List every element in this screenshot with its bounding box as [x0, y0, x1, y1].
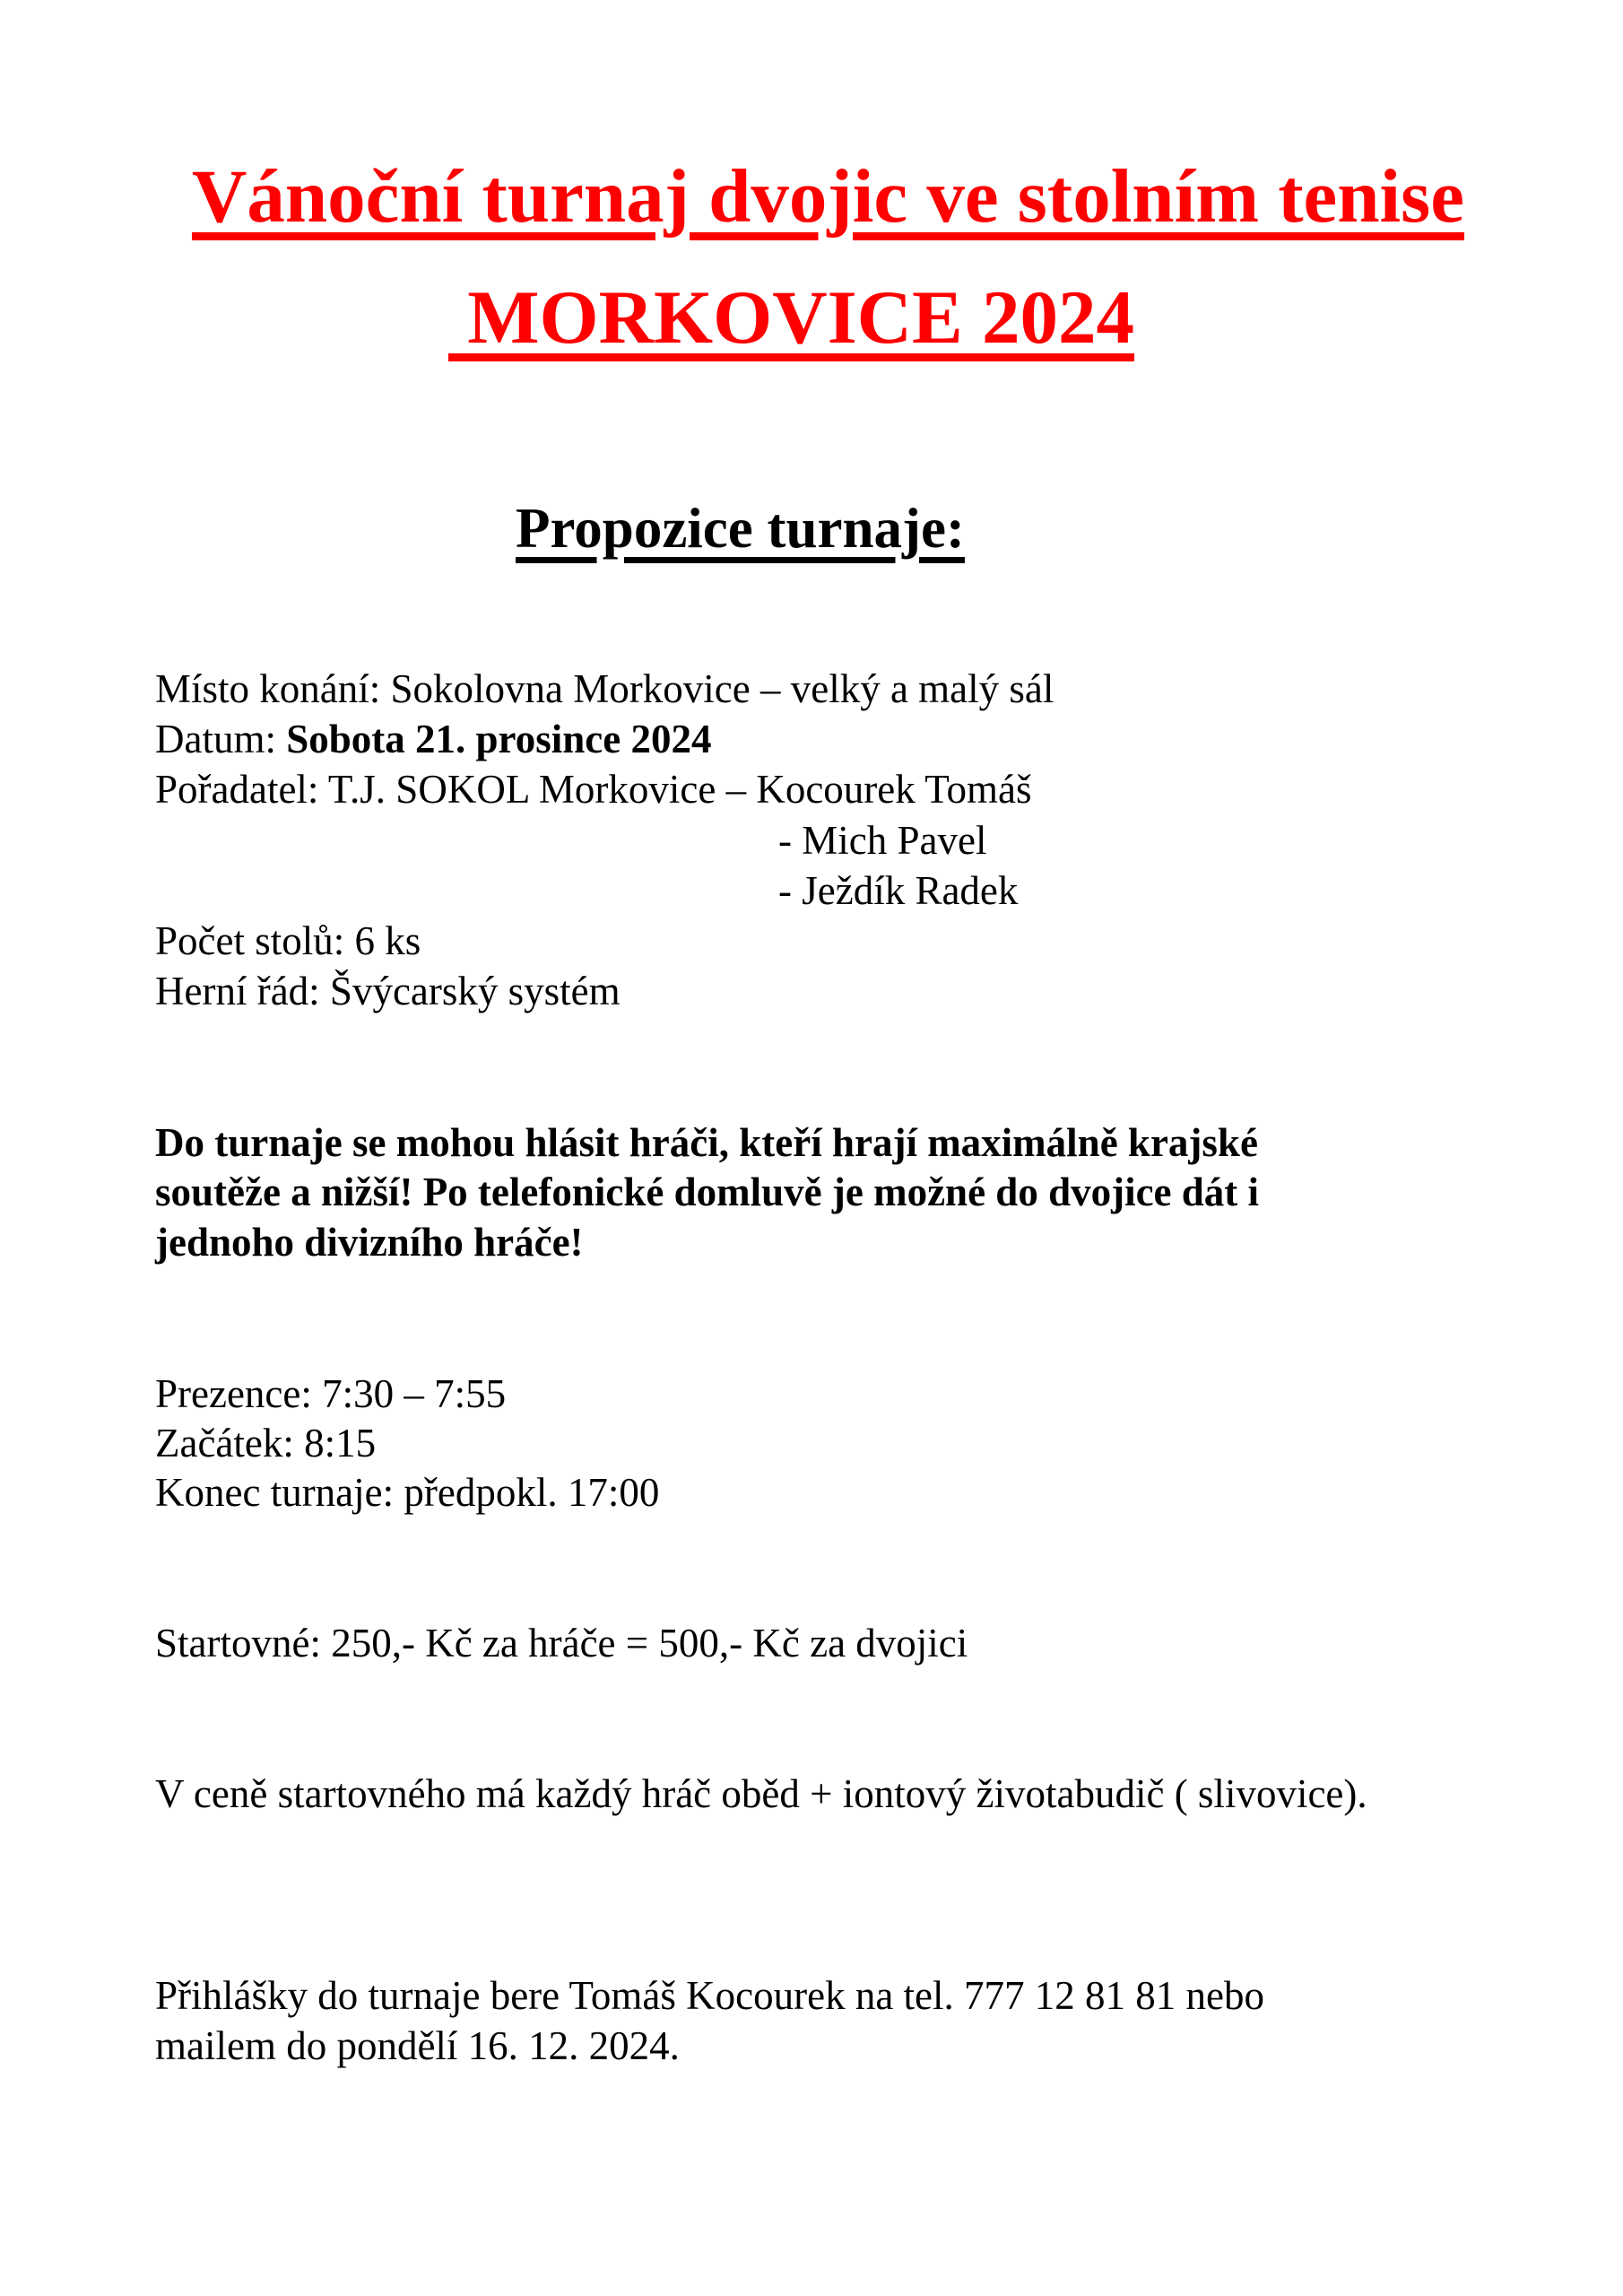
fee-includes: V ceně startovného má každý hráč oběd + iontový životabudič ( slivovice).: [155, 1771, 1367, 1816]
eligibility-line-1: Do turnaje se mohou hlásit hráči, kteří hrají maximálně krajské: [155, 1120, 1258, 1165]
schedule-end: Konec turnaje: předpokl. 17:00: [155, 1470, 660, 1515]
organizer-extra-1: - Mich Pavel: [778, 818, 987, 863]
registration-line-2: mailem do pondělí 16. 12. 2024.: [155, 2023, 680, 2068]
date-label: Datum:: [155, 717, 287, 761]
eligibility-line-2: soutěže a nižší! Po telefonické domluvě je možné do dvojice dát i: [155, 1170, 1260, 1214]
eligibility-line-3: jednoho divizního hráče!: [155, 1220, 584, 1265]
system-line: Herní řád: Švýcarský systém: [155, 969, 621, 1013]
title-line-2: MORKOVICE 2024: [448, 275, 1134, 360]
subtitle: Propozice turnaje:: [516, 497, 965, 560]
organizer-line: [155, 767, 1032, 812]
date-line: [155, 719, 711, 760]
venue-line: [155, 666, 1055, 711]
venue-value: Sokolovna Morkovice – velký a malý sál: [390, 666, 1055, 711]
date-value: Sobota 21. prosince 2024: [286, 717, 712, 761]
registration-line-1: Přihlášky do turnaje bere Tomáš Kocourek na tel. 777 12 81 81 nebo: [155, 1973, 1264, 2018]
organizer-label: Pořadatel:: [155, 767, 328, 812]
title-line-1: Vánoční turnaj dvojic ve stolním tenise: [192, 154, 1464, 239]
organizer-value: T.J. SOKOL Morkovice – Kocourek Tomáš: [327, 767, 1032, 812]
schedule-registration: Prezence: 7:30 – 7:55: [155, 1371, 507, 1416]
organizer-extra-2: - Ježdík Radek: [778, 868, 1019, 913]
venue-label: Místo konání:: [155, 666, 391, 711]
schedule-start: Začátek: 8:15: [155, 1421, 377, 1465]
tables-line: Počet stolů: 6 ks: [155, 918, 421, 963]
entry-fee: Startovné: 250,- Kč za hráče = 500,- Kč za dvojici: [155, 1621, 968, 1665]
